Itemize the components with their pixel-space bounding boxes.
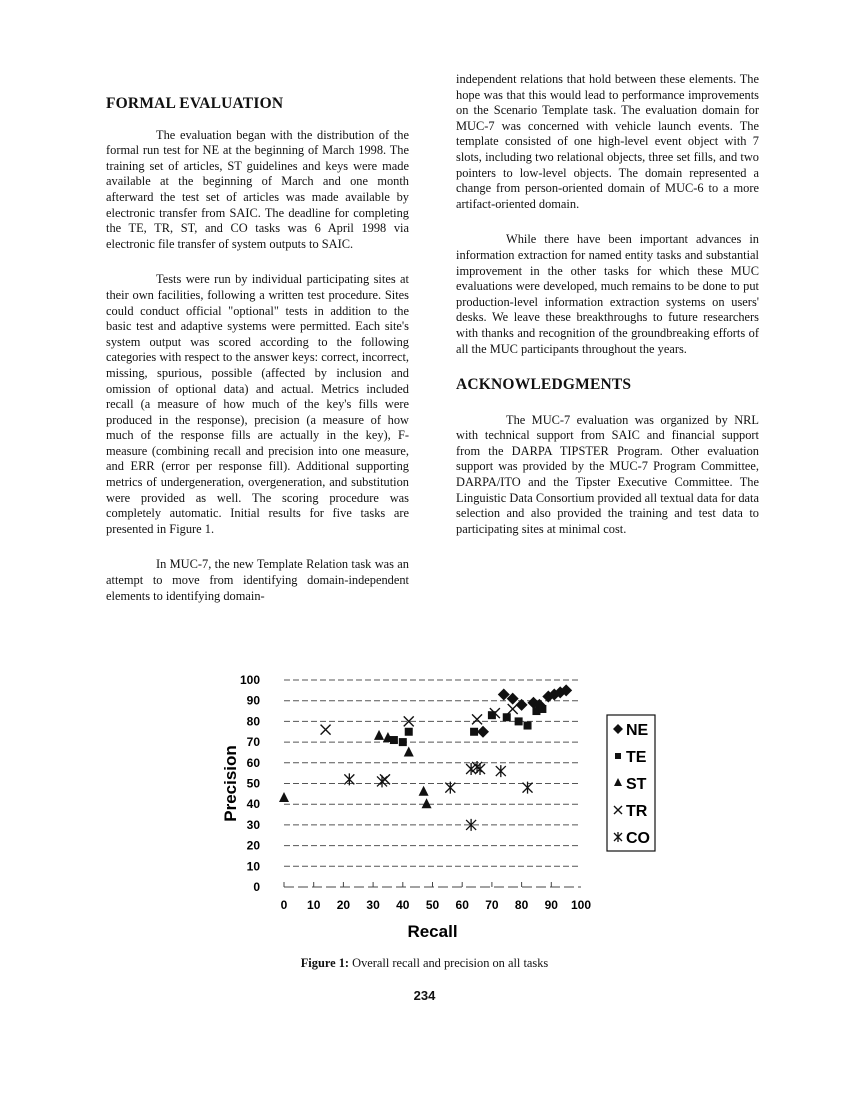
point-te-7 [524, 722, 532, 730]
chart-svg [210, 670, 660, 941]
right-column [456, 72, 759, 537]
point-st-1 [374, 730, 384, 740]
paragraph: The evaluation began with the distribution of the formal run test for NE at the beginning of March 1998. The training set of articles, ST guidelines and keys were made available at the beginning of March and one month afterward the test set of articles was made available by electronic transfer from SAIC. The deadline for completing the TE, TR, ST, and CO tasks was 6 April 1998 via electronic file transfer of system outputs to SAIC. [106, 127, 409, 251]
point-te-5 [503, 713, 511, 721]
paragraph: independent relations that hold between these elements. The hope was that this would lead to performance improvements on the Scenario Template task. The evaluation domain for MUC-7 was concerned with vehicle launch events. The template consisted of one high-level event object with 7 slots, including two relational objects, three set fills, and two pointers to low-level objects. The domain represented a change from person-oriented domain of MUC-6 to a more artifact-oriented domain. [456, 72, 759, 211]
legend-marker-te [615, 753, 621, 759]
x-tick-label-100: 100 [570, 898, 592, 912]
figure-caption [0, 956, 849, 971]
y-tick-label-80: 80 [246, 714, 260, 729]
point-co-2 [445, 782, 455, 794]
y-tick-label-70: 70 [246, 735, 260, 750]
point-tr-2 [472, 714, 482, 724]
y-tick-label-90: 90 [246, 693, 260, 708]
y-tick-label-30: 30 [246, 817, 260, 832]
y-tick-label-40: 40 [246, 797, 260, 812]
y-tick-label-100: 100 [239, 673, 260, 687]
y-tick-label-20: 20 [246, 838, 260, 853]
recall-precision-chart [210, 670, 660, 941]
x-tick-label-30: 30 [366, 898, 380, 912]
caption-label: Figure 1: [300, 956, 350, 970]
point-co-7 [523, 782, 533, 794]
legend-label-ne: NE [626, 722, 649, 739]
section-heading-formal-evaluation: FORMAL EVALUATION [106, 95, 284, 112]
x-tick-label-20: 20 [336, 898, 351, 912]
paragraph: In MUC-7, the new Template Relation task was an attempt to move from identifying domain-independent elements to identifying domain- [106, 557, 409, 603]
x-tick-label-0: 0 [280, 898, 288, 912]
point-co-6 [496, 765, 506, 777]
legend-label-st: ST [626, 776, 647, 793]
paragraph: The MUC-7 evaluation was organized by NRL with technical support from SAIC and financial support from the DARPA TIPSTER Program. Other evaluation support was provided by the MUC-7 Program Committee, DARPA/ITO and the Tipster Executive Committee. The Linguistic Data Consortium provided all textual data for data selection and also provided the training and test data to participating sites at minimal cost. [456, 412, 759, 536]
paragraph: While there have been important advances in information extraction for named entity tasks and substantial improvement in the other tasks for which these MUC evaluations were developed, much remains to be done to put production-level information extraction systems on users' desks. We leave these breakthroughs to future researchers with thanks and recognition of the groundbreaking efforts of all the MUC participants throughout the years. [456, 232, 759, 356]
point-te-6 [515, 717, 523, 725]
x-tick-label-50: 50 [425, 898, 440, 912]
left-column [106, 96, 409, 604]
point-te-3 [470, 728, 478, 736]
x-tick-label-40: 40 [396, 898, 410, 912]
x-tick-label-70: 70 [485, 898, 499, 912]
y-tick-label-50: 50 [246, 776, 260, 791]
point-te-9 [538, 705, 546, 713]
point-tr-5 [508, 704, 518, 714]
y-tick-label-60: 60 [246, 755, 260, 770]
point-ne-9 [477, 726, 489, 738]
point-co-1 [377, 775, 387, 787]
x-tick-label-10: 10 [307, 898, 321, 912]
page-number: 234 [413, 988, 436, 1003]
legend-label-co: CO [626, 830, 650, 847]
y-axis-label: Precision [221, 745, 240, 822]
point-tr-0 [321, 725, 331, 735]
x-axis-label: Recall [407, 922, 458, 941]
y-tick-label-10: 10 [246, 859, 260, 874]
point-st-3 [404, 746, 414, 756]
paragraph: Tests were run by individual participating sites at their own facilities, following a written test procedure. Sites could conduct official "optional" tests in addition to the basic test and adaptive systems were permitted. Each site's system output was scored according to the following categories with respect to the answer keys: correct, incorrect, missing, spurious, possible (affected by inclusion and omission of optional data) and actual. Metrics included recall (a measure of how much of the key's fills were produced in the response), precision (a measure of how much of the response fills are actually in the key), F-measure (combining recall and precision into one measure, and ERR (error per response fill). Additional supporting metrics of undergeneration, overgeneration, and substitution were provided as well. The scoring procedure was completely automatic. Initial results for five tasks are presented in Figure 1. [106, 272, 409, 536]
legend-label-tr: TR [626, 803, 648, 820]
point-st-5 [422, 798, 432, 808]
caption-text: Overall recall and precision on all tasks [349, 956, 549, 970]
point-st-0 [279, 792, 289, 802]
section-heading-acknowledgments: ACKNOWLEDGMENTS [456, 376, 632, 394]
point-te-1 [399, 738, 407, 746]
y-tick-label-0: 0 [253, 880, 260, 894]
x-tick-label-80: 80 [514, 898, 529, 912]
point-co-0 [344, 773, 354, 785]
x-tick-label-60: 60 [455, 898, 469, 912]
point-st-4 [419, 786, 429, 796]
point-te-2 [405, 728, 413, 736]
legend-label-te: TE [626, 749, 647, 766]
x-tick-label-90: 90 [544, 898, 558, 912]
